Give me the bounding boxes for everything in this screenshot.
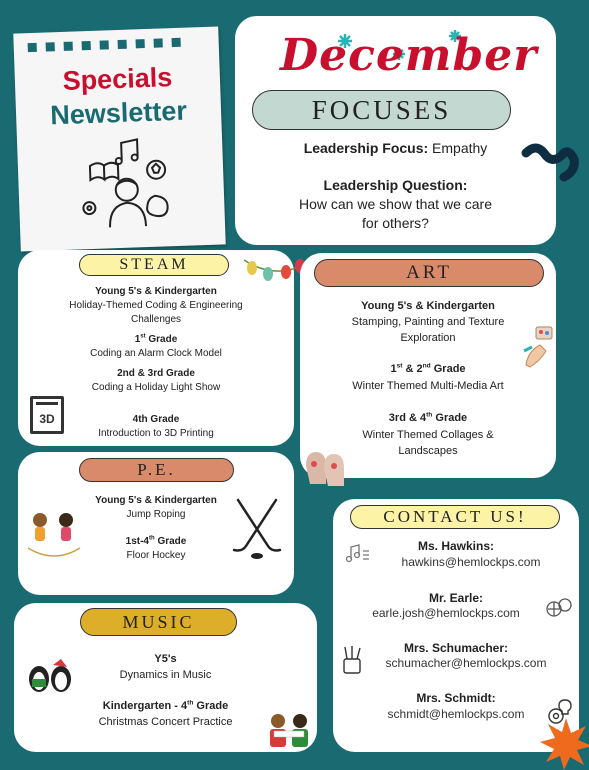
pe-group2-title: 1st-4th Grade — [125, 535, 187, 547]
music-pill: MUSIC — [80, 608, 237, 636]
contact-name: Mr. Earle: — [428, 591, 484, 605]
music-group2-title: Kindergarten - 4th Grade — [102, 699, 229, 712]
contact-name: Ms. Hawkins: — [417, 539, 495, 553]
student-icon — [108, 178, 146, 227]
art-group3-line2: Landscapes — [398, 445, 458, 457]
contact-name: Mrs. Schumacher: — [403, 641, 509, 655]
contact-email-link[interactable]: earle.josh@hemlockps.com — [372, 606, 520, 620]
steam-group3-title: 2nd & 3rd Grade — [117, 368, 195, 379]
contact-card — [333, 499, 579, 752]
hockey-sticks-icon — [228, 496, 286, 562]
jump-rope-kids-icon — [24, 508, 84, 558]
3d-printer-icon: 3D — [30, 396, 64, 434]
music-group2-text: Christmas Concert Practice — [98, 716, 233, 728]
pe-group1-text: Jump Roping — [126, 509, 186, 520]
steam-group4-text: Introduction to 3D Printing — [98, 428, 214, 439]
pe-group1-title: Young 5's & Kindergarten — [95, 495, 217, 506]
palette-icon — [147, 195, 168, 216]
music-group1-text: Dynamics in Music — [119, 669, 212, 681]
steam-group2-title: 1st Grade — [134, 333, 178, 345]
art-group1-title: Young 5's & Kindergarten — [361, 300, 495, 312]
steam-pill: STEAM — [79, 254, 229, 276]
painting-hands-icon — [522, 325, 556, 371]
candy-cane-icon — [520, 133, 580, 185]
carolers-icon — [264, 711, 316, 751]
steam-group4-title: 4th Grade — [132, 414, 180, 425]
singing-penguins-icon — [26, 659, 74, 693]
pe-card — [18, 452, 294, 595]
leadership-focus: Leadership Focus: Empathy — [303, 140, 488, 156]
december-script-title: December — [280, 30, 538, 81]
steam-group3-text: Coding a Holiday Light Show — [91, 382, 221, 393]
student-icons-illustration — [75, 133, 178, 231]
leadership-question-line2: for others? — [362, 215, 429, 231]
binder-holes — [28, 38, 181, 52]
contact-email-link[interactable]: schmidt@hemlockps.com — [387, 707, 525, 721]
leadership-question-line1: How can we show that we care — [299, 196, 492, 212]
art-group1-line1: Stamping, Painting and Texture — [351, 316, 505, 328]
art-group3-title: 3rd & 4th Grade — [388, 411, 468, 424]
december-focuses-card — [235, 16, 556, 245]
art-group2-title: 1st & 2nd Grade — [390, 362, 466, 375]
contact-pill: CONTACT US! — [350, 505, 560, 529]
holiday-lights-icon — [240, 250, 308, 296]
focuses-pill: FOCUSES — [252, 90, 511, 130]
art-card — [300, 253, 556, 478]
art-group2-text: Winter Themed Multi-Media Art — [352, 380, 504, 392]
art-group3-line1: Winter Themed Collages & — [362, 429, 494, 441]
music-notes-icon — [345, 541, 371, 567]
steam-group1-line2: Challenges — [130, 314, 182, 325]
contact-email-link[interactable]: schumacher@hemlockps.com — [385, 656, 547, 670]
art-supplies-icon — [341, 645, 363, 675]
book-icon — [90, 163, 119, 180]
sports-balls-icon — [545, 595, 573, 621]
music-note-icon — [115, 139, 138, 164]
newsletter-title-line2: Newsletter — [49, 95, 188, 131]
art-group1-line2: Exploration — [400, 332, 456, 344]
newsletter-note — [13, 26, 225, 251]
pe-group2-text: Floor Hockey — [126, 550, 186, 561]
steam-group1-line1: Holiday-Themed Coding & Engineering — [69, 300, 243, 311]
contact-name: Mrs. Schmidt: — [416, 691, 496, 705]
gear-icon — [83, 202, 95, 214]
starburst-decoration — [540, 718, 589, 770]
steam-group2-text: Coding an Alarm Clock Model — [90, 348, 222, 359]
leadership-question-label: Leadership Question: — [323, 177, 468, 193]
contact-email-link[interactable]: hawkins@hemlockps.com — [401, 555, 541, 569]
mittens-icon — [300, 446, 348, 490]
music-card — [14, 603, 317, 752]
pe-pill: P.E. — [79, 458, 234, 482]
art-pill: ART — [314, 259, 544, 287]
steam-group1-title: Young 5's & Kindergarten — [95, 286, 217, 297]
soccer-ball-icon — [147, 160, 166, 179]
music-group1-title: Y5's — [154, 653, 177, 665]
newsletter-title-line1: Specials — [62, 62, 173, 96]
